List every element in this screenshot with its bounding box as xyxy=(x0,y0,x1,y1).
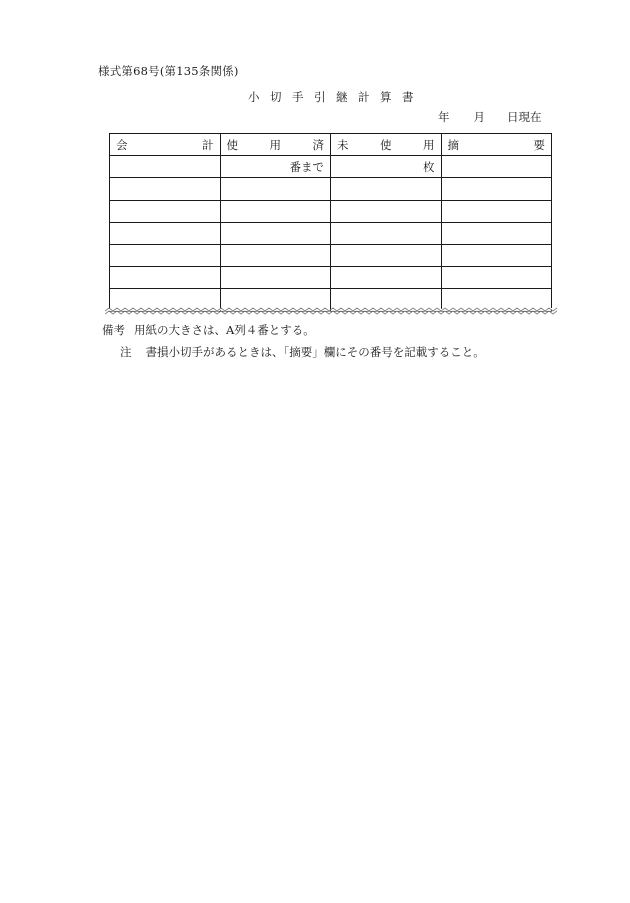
header-used xyxy=(220,134,331,156)
document-title: 小切手引継計算書 xyxy=(248,90,424,104)
header-used-middle: 用 xyxy=(269,137,281,152)
table-header-row xyxy=(110,134,552,156)
table-row xyxy=(110,178,552,200)
table-row xyxy=(110,200,552,222)
table-cell xyxy=(441,222,552,244)
table-cell xyxy=(441,267,552,289)
table-cell xyxy=(331,222,442,244)
table-cell xyxy=(220,267,331,289)
table-cell xyxy=(441,156,552,178)
table-cell xyxy=(220,200,331,222)
header-unused-left: 未 xyxy=(337,137,349,152)
note-remarks-label: 備考 xyxy=(102,323,125,337)
date-month-label: 月 xyxy=(473,110,485,124)
note-caution xyxy=(120,344,485,360)
header-accounting-right: 計 xyxy=(202,137,214,152)
table-cell xyxy=(220,178,331,200)
date-line xyxy=(438,109,542,125)
note-caution-label: 注 xyxy=(120,345,132,359)
header-used-right: 済 xyxy=(312,137,324,152)
table-unit-row xyxy=(110,156,552,178)
header-accounting xyxy=(110,134,221,156)
header-remarks xyxy=(441,134,552,156)
table-cell xyxy=(331,267,442,289)
table-cell xyxy=(110,222,221,244)
table-row xyxy=(110,244,552,266)
note-remarks-text: 用紙の大きさは、A列４番とする。 xyxy=(134,323,315,337)
header-unused-right: 用 xyxy=(423,137,435,152)
table-row xyxy=(110,222,552,244)
header-accounting-left: 会 xyxy=(116,137,128,152)
table-cell xyxy=(110,178,221,200)
date-year-label: 年 xyxy=(438,110,450,124)
header-used-left: 使 xyxy=(226,137,238,152)
unit-sheets: 枚 xyxy=(331,156,442,178)
header-unused xyxy=(331,134,442,156)
table-cell xyxy=(220,222,331,244)
form-number: 様式第68号(第135条関係) xyxy=(98,64,239,78)
table-cell xyxy=(110,267,221,289)
table-cell xyxy=(110,244,221,266)
header-remarks-left: 摘 xyxy=(447,137,459,152)
ledger-table xyxy=(109,133,552,313)
note-caution-text: 書損小切手があるときは、「摘要」欄にその番号を記載すること。 xyxy=(145,345,485,359)
table-cell xyxy=(331,244,442,266)
table-row xyxy=(110,267,552,289)
table-cell xyxy=(331,178,442,200)
header-remarks-right: 要 xyxy=(533,137,545,152)
table-cell xyxy=(220,244,331,266)
header-unused-middle: 使 xyxy=(380,137,392,152)
table-cell xyxy=(441,200,552,222)
table-cell xyxy=(110,156,221,178)
tear-line-icon xyxy=(105,305,557,317)
table-cell xyxy=(110,200,221,222)
table-cell xyxy=(441,178,552,200)
date-day-label: 日現在 xyxy=(507,110,542,124)
note-remarks xyxy=(102,322,315,338)
unit-until-number: 番まで xyxy=(220,156,331,178)
table-cell xyxy=(441,244,552,266)
table-cell xyxy=(331,200,442,222)
